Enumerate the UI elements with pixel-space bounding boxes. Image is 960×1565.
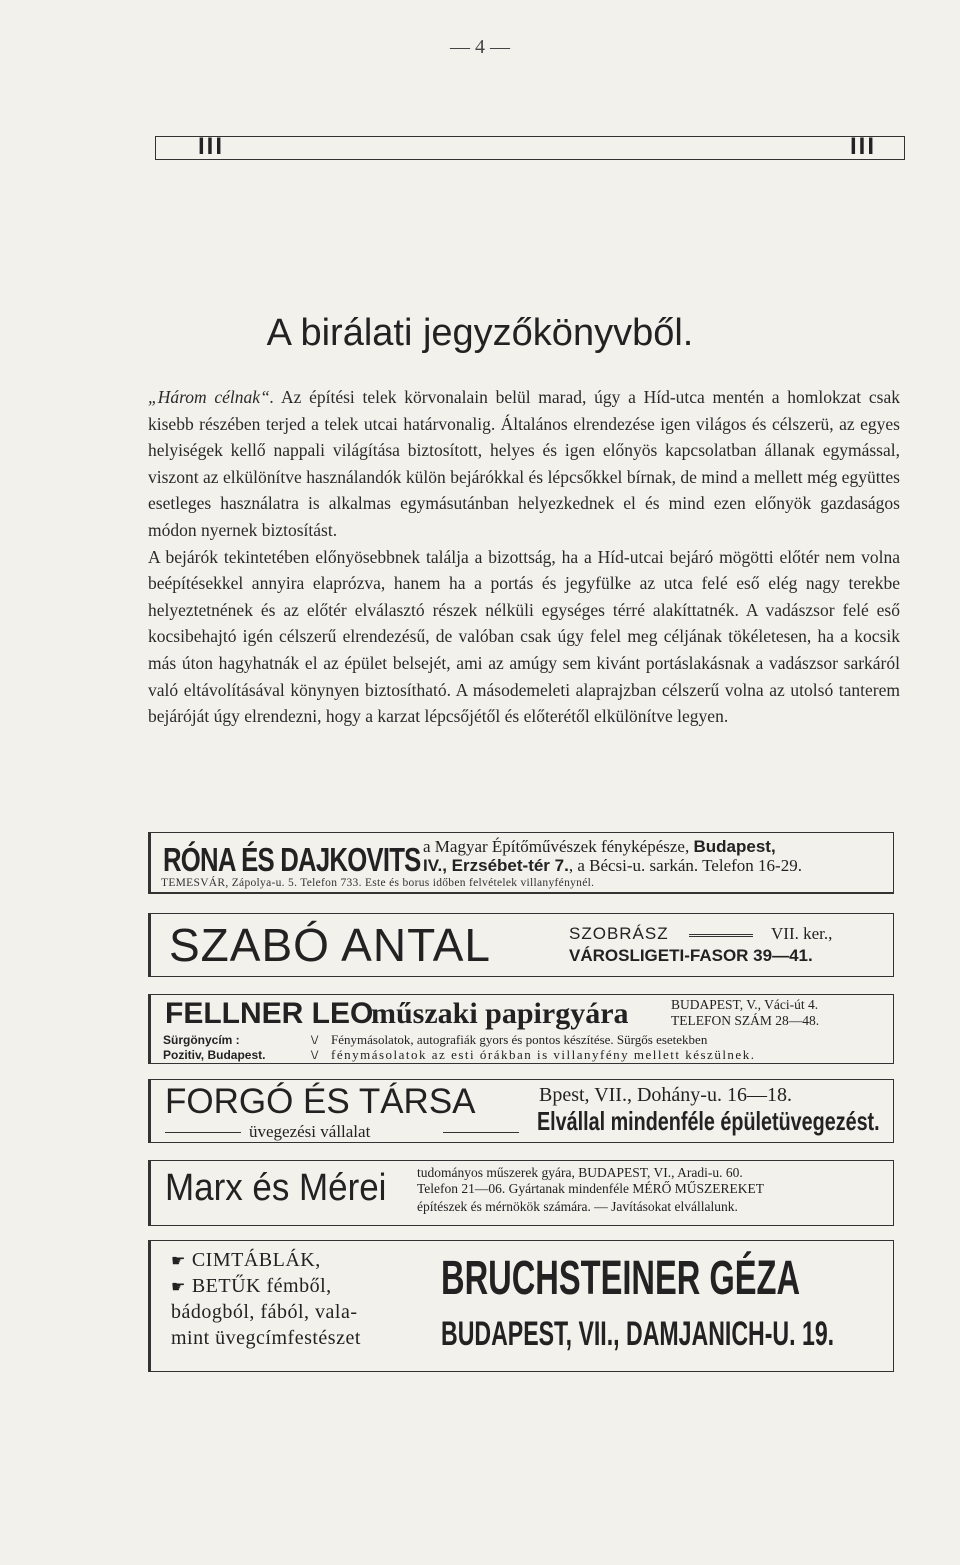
ad-rona-line1-text: a Magyar Építőművészek fényképésze, xyxy=(423,837,694,856)
pointing-hand-icon: ☛ xyxy=(171,1253,186,1270)
ad-rona-line2-bold: IV., Erzsébet-tér 7. xyxy=(423,856,569,875)
paragraph-2: A bejárók tekintetében előnyösebbnek találja a bizottság, ha a Híd-utcai bejáró mögötti előtér nem volna beépítésekkel annyira elaprózva, hanem ha a portás és jegyfülke az utca felé eső elég nagy terekbe helyeztetnének és az előtér elválasztó részek nélküli egységes térré alakíttatnék. A vadászsor felé eső kocsibehajtó igén célszerű elrendezésű, de valóban csak úgy felel meg céljának tökéletesen, ha a kocsik más úton hagyhatnák el az épület belsejét, ami az amúgy sem kivánt portáslakásnak a vadászsor sarkáról való eltávolításával könynyen biztosítható. A másodemeleti alaprajzban célszerű volna az utolsó tanterem bejáróját úgy elrendezni, hogy a karzat lépcsőjétől és előterétől elkülönítve legyen. xyxy=(148,546,900,727)
ad-fellner-line1: Fénymásolatok, autografiák gyors és pontos készítése. Sürgős esetekben xyxy=(331,1032,708,1047)
ad-fellner-mark-2: \/ xyxy=(311,1047,319,1062)
header-bar xyxy=(155,133,905,160)
ad-fellner-name2: műszaki papirgyára xyxy=(371,997,629,1030)
ad-marx-line2: Telefon 21—06. Gyártanak mindenféle MÉRŐ MŰSZEREKET xyxy=(417,1181,764,1196)
ad-rona-line2 xyxy=(423,856,802,876)
ad-bruch-line2-text: BETŰK fémből, xyxy=(191,1275,332,1297)
ad-rona-line1 xyxy=(423,837,776,857)
page-number: — 4 — xyxy=(450,36,510,58)
ad-forgo-address: Bpest, VII., Dohány-u. 16—18. xyxy=(539,1084,792,1106)
ad-bruch-line2 xyxy=(171,1275,332,1298)
pointing-hand-icon: ☛ xyxy=(171,1279,186,1296)
bar-mark-left: III xyxy=(198,133,225,160)
ad-rona-dajkovits xyxy=(148,832,894,894)
ad-rona-line2-text: , a Bécsi-u. sarkán. Telefon 16-29. xyxy=(568,856,802,875)
ad-rona-name: RÓNA ÉS DAJKOVITS xyxy=(163,841,421,878)
ad-szabo-name: SZABÓ ANTAL xyxy=(169,919,492,971)
ad-bruch-name: BRUCHSTEINER GÉZA xyxy=(441,1252,801,1305)
ad-marx-line1: tudományos műszerek gyára, BUDAPEST, VI., Aradi-u. 60. xyxy=(417,1165,743,1180)
ad-forgo-rule-right xyxy=(443,1132,519,1133)
paragraph-1-text: Az építési telek körvonalain belül marad, úgy a Híd-utca mentén a homlokzat csak kisebb részében terjed a telek utcai határvonalig. Általános elrendezése igen világos és célszerü, az egyes helyiségek kellő nappali világítása biztosított, helyes és igen előnyös kapcsolatban állanak egymással, viszont az elkülönítve használandók külön bejárókkal és lépcsőkkel bírnak, de mind a mellett még együttes esetleges használatra is alkalmas egymásutánban helyezkednek el és mind ezen előnyök gazdaságos módon nyernek biztosítást. xyxy=(148,387,900,540)
ad-fellner-leo xyxy=(148,994,894,1064)
ad-bruch-line4: mint üvegcímfestészet xyxy=(171,1327,361,1349)
ad-rona-line1-bold: Budapest, xyxy=(693,837,776,856)
ad-fellner-address: BUDAPEST, V., Váci-út 4. xyxy=(671,997,819,1012)
ad-fellner-line2: fénymásolatok az esti órákban is villanyfény mellett készülnek. xyxy=(331,1047,756,1062)
ad-szabo-district: VII. ker., xyxy=(771,924,833,943)
article-body xyxy=(148,384,900,730)
ad-bruchsteiner xyxy=(148,1240,894,1372)
ad-fellner-mark-1: \/ xyxy=(311,1032,319,1047)
ad-bruch-address: BUDAPEST, VII., DAMJANICH-U. 19. xyxy=(441,1315,835,1353)
ad-szabo-address: VÁROSLIGETI-FASOR 39—41. xyxy=(569,946,813,965)
ad-szabo-profession: SZOBRÁSZ xyxy=(569,924,669,943)
ad-fellner-phone: TELEFON SZÁM 28—48. xyxy=(671,1013,820,1028)
ad-fellner-telegram-label: Sürgönycím : xyxy=(163,1033,240,1047)
ad-forgo-name: FORGÓ ÉS TÁRSA xyxy=(165,1082,476,1121)
ad-forgo-rule-left xyxy=(165,1132,241,1133)
ad-fellner-name: FELLNER LEO xyxy=(165,997,374,1030)
ad-fellner-telegram-value: Pozitiv, Budapest. xyxy=(163,1048,266,1062)
bar-mark-right: III xyxy=(849,133,876,160)
ad-forgo-es-tarsa xyxy=(148,1079,894,1143)
ad-forgo-slogan: Elvállal mindenféle épületüvegezést. xyxy=(537,1106,880,1136)
ad-rona-line3: TEMESVÁR, Zápolya-u. 5. Telefon 733. Este és borus időben felvételek villanyfénynél. xyxy=(161,877,595,889)
ad-bruch-line3: bádogból, fából, vala- xyxy=(171,1301,358,1323)
ad-marx-merei xyxy=(148,1160,894,1226)
ad-szabo-divider xyxy=(689,934,753,937)
ad-bruch-line1-text: CIMTÁBLÁK, xyxy=(191,1249,321,1271)
ad-szabo-antal xyxy=(148,913,894,977)
article-title: A birálati jegyzőkönyvből. xyxy=(266,312,694,354)
ad-marx-name: Marx és Mérei xyxy=(165,1167,387,1209)
quoted-entry-name: „Három célnak“. xyxy=(148,387,275,407)
paragraph-1 xyxy=(148,384,900,544)
ad-bruch-line1 xyxy=(171,1249,321,1272)
ad-marx-line3: építészek és mérnökök számára. — Javításokat elvállalunk. xyxy=(417,1199,738,1214)
ad-forgo-sub: üvegezési vállalat xyxy=(249,1122,371,1141)
